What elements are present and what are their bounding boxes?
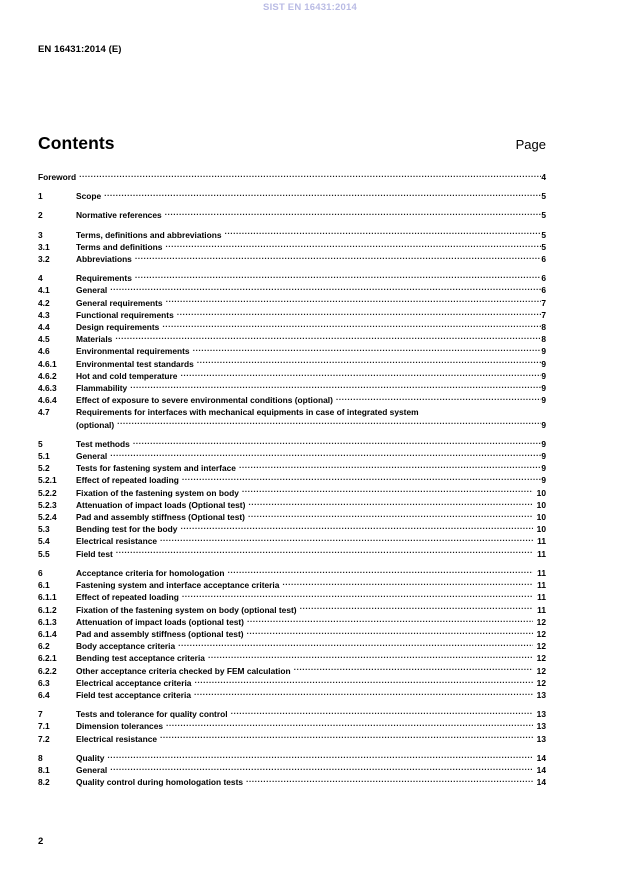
toc-entry-title: Fixation of the fastening system on body (optional test) <box>76 604 297 615</box>
toc-entry-line <box>38 419 546 431</box>
toc-entry-page-number: 13 <box>536 721 546 732</box>
toc-dot-leader <box>115 333 541 342</box>
toc-entry-page-number: 6 <box>541 273 546 284</box>
toc-dot-leader <box>180 523 532 532</box>
toc-dot-leader <box>116 548 533 557</box>
toc-dot-leader <box>197 358 542 367</box>
toc-entry-number: 4.6 <box>38 346 50 357</box>
toc-entry-page-number: 9 <box>541 463 546 474</box>
table-of-contents <box>38 171 546 788</box>
toc-entry-title: Environmental test standards <box>76 358 194 369</box>
toc-dot-leader <box>194 689 533 698</box>
toc-entry-page-number: 12 <box>536 628 546 639</box>
toc-entry[interactable] <box>38 752 546 764</box>
toc-entry-title: Flammability <box>76 383 128 394</box>
toc-dot-leader <box>160 535 533 544</box>
toc-dot-leader <box>107 752 532 761</box>
toc-dot-leader <box>135 272 541 281</box>
toc-entry-page-number: 12 <box>536 616 546 627</box>
toc-entry-number: 7.2 <box>38 733 50 744</box>
toc-entry-page-number: 9 <box>541 475 546 486</box>
toc-entry[interactable] <box>38 209 546 221</box>
toc-entry-number: 4.6.1 <box>38 358 57 369</box>
toc-dot-leader <box>246 776 533 785</box>
toc-dot-leader <box>165 209 542 218</box>
footer-page-number: 2 <box>38 836 44 847</box>
toc-entry-title: Field test <box>76 548 113 559</box>
toc-dot-leader <box>294 665 533 674</box>
toc-entry[interactable] <box>38 708 546 720</box>
toc-entry-page-number: 12 <box>536 677 546 688</box>
toc-entry[interactable] <box>38 652 546 664</box>
toc-entry-page-number: 6 <box>541 254 546 265</box>
toc-entry-number: 7 <box>38 709 43 720</box>
toc-entry[interactable] <box>38 253 546 265</box>
toc-entry-number: 2 <box>38 210 43 221</box>
toc-entry-page-number: 12 <box>536 665 546 676</box>
toc-entry-title: Requirements for interfaces with mechanical equipments in case of integrated system <box>76 407 419 418</box>
toc-entry-page-number: 11 <box>537 580 546 591</box>
toc-entry-title: Bending test for the body <box>76 524 178 535</box>
toc-dot-leader <box>248 499 532 508</box>
toc-entry-number: 1 <box>38 191 43 202</box>
toc-entry-title: Electrical resistance <box>76 733 158 744</box>
toc-entry-page-number: 13 <box>536 733 546 744</box>
toc-entry-number: 6.1.2 <box>38 604 57 615</box>
toc-dot-leader <box>162 321 541 330</box>
toc-dot-leader <box>160 733 533 742</box>
toc-entry-title: Materials <box>76 334 113 345</box>
toc-dot-leader <box>336 394 541 403</box>
toc-entry-page-number: 7 <box>541 309 546 320</box>
toc-entry[interactable] <box>38 450 546 462</box>
toc-entry[interactable] <box>38 567 546 579</box>
toc-entry-page-number: 9 <box>541 358 546 369</box>
toc-entry-number: 5.2.3 <box>38 499 57 510</box>
toc-entry-page-number: 9 <box>541 346 546 357</box>
toc-entry-page-number: 5 <box>541 191 546 202</box>
toc-entry[interactable] <box>38 535 546 547</box>
toc-entry-number: 4.7 <box>38 407 50 418</box>
toc-entry[interactable] <box>38 297 546 309</box>
toc-entry-number: 5.2.2 <box>38 487 57 498</box>
toc-entry-title: Effect of exposure to severe environmental conditions (optional) <box>76 395 333 406</box>
toc-entry[interactable] <box>38 604 546 616</box>
toc-entry-number: 6.2.1 <box>38 653 57 664</box>
toc-entry-title: Quality control during homologation tests <box>76 777 244 788</box>
toc-entry-page-number: 11 <box>537 592 546 603</box>
toc-entry-title: Functional requirements <box>76 309 174 320</box>
toc-entry-number: 4.4 <box>38 322 50 333</box>
toc-dot-leader <box>110 764 532 773</box>
toc-entry-number: 5.5 <box>38 548 50 559</box>
toc-dot-leader <box>133 438 542 447</box>
toc-entry-page-number: 10 <box>536 499 546 510</box>
toc-dot-leader <box>110 450 541 459</box>
toc-entry[interactable] <box>38 720 546 732</box>
toc-entry-number: 3.1 <box>38 241 50 252</box>
toc-entry-title: Attenuation of impact loads (optional test) <box>76 616 244 627</box>
toc-entry[interactable] <box>38 616 546 628</box>
toc-entry-page-number: 9 <box>541 438 546 449</box>
toc-dot-leader <box>227 567 533 576</box>
toc-entry-page-number: 11 <box>537 567 546 578</box>
toc-entry-number: 8 <box>38 752 43 763</box>
toc-entry-title: General <box>76 451 108 462</box>
toc-entry-page-number: 5 <box>541 229 546 240</box>
toc-entry-number: 6.2.2 <box>38 665 57 676</box>
toc-entry-title: Field test acceptance criteria <box>76 689 191 700</box>
toc-entry-number: 6.1.3 <box>38 616 57 627</box>
toc-entry-number: 7.1 <box>38 721 50 732</box>
toc-dot-leader <box>247 616 533 625</box>
toc-entry[interactable] <box>38 640 546 652</box>
toc-dot-leader <box>248 511 533 520</box>
page-column-label: Page <box>515 137 546 152</box>
toc-entry-number: 6.1 <box>38 580 50 591</box>
toc-entry-number: 5.4 <box>38 536 50 547</box>
toc-entry-line <box>38 406 546 418</box>
toc-entry[interactable] <box>38 358 546 370</box>
toc-dot-leader <box>300 604 534 613</box>
toc-entry-title: Acceptance criteria for homologation <box>76 567 225 578</box>
toc-entry[interactable] <box>38 321 546 333</box>
toc-dot-leader <box>231 708 533 717</box>
toc-entry-title: Electrical resistance <box>76 536 158 547</box>
toc-entry-number: 4 <box>38 273 43 284</box>
toc-entry-number: 3.2 <box>38 254 50 265</box>
toc-entry[interactable] <box>38 548 546 560</box>
toc-entry[interactable] <box>38 474 546 486</box>
toc-dot-leader <box>182 591 533 600</box>
toc-dot-leader <box>239 462 541 471</box>
toc-dot-leader <box>180 370 541 379</box>
toc-dot-leader <box>166 297 542 306</box>
toc-entry-title: Dimension tolerances <box>76 721 164 732</box>
toc-entry[interactable] <box>38 171 546 183</box>
toc-entry-number: 4.1 <box>38 285 50 296</box>
toc-entry-title: Hot and cold temperature <box>76 370 178 381</box>
toc-entry-page-number: 13 <box>536 709 546 720</box>
toc-entry-title: Design requirements <box>76 322 160 333</box>
toc-entry-title: Electrical acceptance criteria <box>76 677 192 688</box>
toc-entry-number: 6.1.4 <box>38 628 57 639</box>
toc-dot-leader <box>165 241 541 250</box>
toc-entry-title: Pad and assembly stiffness (optional test) <box>76 628 244 639</box>
toc-entry-page-number: 14 <box>536 777 546 788</box>
toc-entry-number: 4.6.3 <box>38 383 57 394</box>
toc-entry-page-number: 4 <box>541 172 546 182</box>
toc-entry-title: Attenuation of impact loads (Optional test) <box>76 499 246 510</box>
toc-dot-leader <box>208 652 533 661</box>
toc-entry-number: 5.2.4 <box>38 512 57 523</box>
toc-entry-number: 6.1.1 <box>38 592 57 603</box>
toc-entry-title: Terms and definitions <box>76 241 163 252</box>
toc-entry-page-number: 12 <box>536 641 546 652</box>
toc-dot-leader <box>182 474 541 483</box>
toc-entry-page-number: 6 <box>541 285 546 296</box>
toc-entry-title: Normative references <box>76 210 162 221</box>
toc-entry-title: Quality <box>76 752 105 763</box>
toc-entry-number: 5 <box>38 438 43 449</box>
toc-entry-page-number: 12 <box>536 653 546 664</box>
toc-entry-title: General requirements <box>76 297 163 308</box>
toc-entry-number: 3 <box>38 229 43 240</box>
toc-entry-page-number: 10 <box>536 487 546 498</box>
toc-entry[interactable] <box>38 406 546 430</box>
toc-entry[interactable] <box>38 309 546 321</box>
toc-entry[interactable] <box>38 764 546 776</box>
toc-entry-title: Effect of repeated loading <box>76 592 179 603</box>
toc-dot-leader <box>177 309 542 318</box>
toc-entry[interactable] <box>38 628 546 640</box>
toc-entry[interactable] <box>38 511 546 523</box>
toc-dot-leader <box>247 628 533 637</box>
toc-entry-number: 6.2 <box>38 641 50 652</box>
toc-dot-leader <box>194 677 532 686</box>
toc-entry-title: Foreword <box>38 172 77 182</box>
toc-entry-title: Scope <box>76 191 102 202</box>
toc-dot-leader <box>166 720 533 729</box>
toc-entry-title: Fixation of the fastening system on body <box>76 487 239 498</box>
contents-header <box>38 133 546 154</box>
watermark-standard-reference: SIST EN 16431:2014 <box>263 2 357 13</box>
toc-entry-number: 4.2 <box>38 297 50 308</box>
toc-entry-number: 8.2 <box>38 777 50 788</box>
toc-entry-title: (optional) <box>76 419 115 430</box>
toc-entry[interactable] <box>38 284 546 296</box>
toc-entry-title: Bending test acceptance criteria <box>76 653 205 664</box>
toc-entry-number: 5.2.1 <box>38 475 57 486</box>
toc-entry-title: Tests and tolerance for quality control <box>76 709 228 720</box>
toc-entry[interactable] <box>38 579 546 591</box>
toc-entry-page-number: 8 <box>541 334 546 345</box>
toc-entry-page-number: 8 <box>541 322 546 333</box>
toc-entry-page-number: 9 <box>541 451 546 462</box>
toc-entry-number: 6.3 <box>38 677 50 688</box>
toc-dot-leader <box>178 640 533 649</box>
toc-entry[interactable] <box>38 190 546 202</box>
toc-entry[interactable] <box>38 677 546 689</box>
toc-entry[interactable] <box>38 523 546 535</box>
toc-entry[interactable] <box>38 499 546 511</box>
toc-entry-title: Requirements <box>76 273 132 284</box>
toc-entry-title: Terms, definitions and abbreviations <box>76 229 222 240</box>
toc-entry-title: Fastening system and interface acceptance criteria <box>76 580 280 591</box>
running-head-standard-number: EN 16431:2014 (E) <box>38 44 122 55</box>
toc-dot-leader <box>110 284 541 293</box>
toc-entry-title: Effect of repeated loading <box>76 475 179 486</box>
toc-entry-title: Abbreviations <box>76 254 132 265</box>
toc-entry-page-number: 10 <box>536 524 546 535</box>
toc-entry[interactable] <box>38 487 546 499</box>
toc-entry[interactable] <box>38 689 546 701</box>
toc-entry-page-number: 14 <box>536 752 546 763</box>
toc-entry-page-number: 9 <box>541 370 546 381</box>
toc-entry[interactable] <box>38 272 546 284</box>
toc-dot-leader <box>242 487 533 496</box>
toc-dot-leader <box>135 253 541 262</box>
toc-entry-number: 5.2 <box>38 463 50 474</box>
toc-entry-number: 6 <box>38 567 43 578</box>
toc-entry-page-number: 9 <box>541 383 546 394</box>
toc-entry-page-number: 9 <box>541 395 546 406</box>
toc-entry-number: 5.3 <box>38 524 50 535</box>
toc-entry[interactable] <box>38 229 546 241</box>
toc-entry[interactable] <box>38 333 546 345</box>
toc-entry[interactable] <box>38 462 546 474</box>
toc-entry-number: 4.3 <box>38 309 50 320</box>
toc-entry-number: 4.6.4 <box>38 395 57 406</box>
toc-entry[interactable] <box>38 370 546 382</box>
toc-entry-title: Pad and assembly stiffness (Optional test) <box>76 512 245 523</box>
toc-entry-number: 8.1 <box>38 764 50 775</box>
toc-entry[interactable] <box>38 776 546 788</box>
toc-dot-leader <box>130 382 541 391</box>
page-title: Contents <box>38 133 115 153</box>
toc-dot-leader <box>79 171 541 180</box>
toc-entry[interactable] <box>38 733 546 745</box>
toc-entry-number: 5.1 <box>38 451 50 462</box>
toc-entry-title: Other acceptance criteria checked by FEM calculation <box>76 665 291 676</box>
toc-entry-page-number: 5 <box>541 210 546 221</box>
toc-entry-number: 4.5 <box>38 334 50 345</box>
toc-entry-number: 6.4 <box>38 689 50 700</box>
toc-entry[interactable] <box>38 665 546 677</box>
toc-entry[interactable] <box>38 438 546 450</box>
toc-entry[interactable] <box>38 591 546 603</box>
toc-entry-page-number: 14 <box>536 764 546 775</box>
toc-entry-page-number: 11 <box>537 604 546 615</box>
toc-dot-leader <box>193 345 542 354</box>
toc-entry-page-number: 9 <box>541 419 546 430</box>
toc-entry-page-number: 11 <box>537 548 546 559</box>
toc-entry[interactable] <box>38 382 546 394</box>
toc-entry-page-number: 11 <box>537 536 546 547</box>
toc-entry-page-number: 10 <box>536 512 546 523</box>
toc-entry-title: Environmental requirements <box>76 346 190 357</box>
toc-dot-leader <box>117 419 541 428</box>
toc-dot-leader <box>225 229 542 238</box>
toc-entry-page-number: 13 <box>536 689 546 700</box>
toc-entry-title: Test methods <box>76 438 130 449</box>
toc-dot-leader <box>282 579 533 588</box>
toc-entry[interactable] <box>38 345 546 357</box>
toc-entry-page-number: 5 <box>541 241 546 252</box>
toc-entry-title: General <box>76 764 108 775</box>
toc-entry-title: Body acceptance criteria <box>76 641 176 652</box>
toc-entry[interactable] <box>38 394 546 406</box>
toc-entry[interactable] <box>38 241 546 253</box>
toc-entry-page-number: 7 <box>541 297 546 308</box>
toc-entry-title: General <box>76 285 108 296</box>
toc-dot-leader <box>104 190 541 199</box>
toc-entry-title: Tests for fastening system and interface <box>76 463 236 474</box>
toc-entry-number: 4.6.2 <box>38 370 57 381</box>
